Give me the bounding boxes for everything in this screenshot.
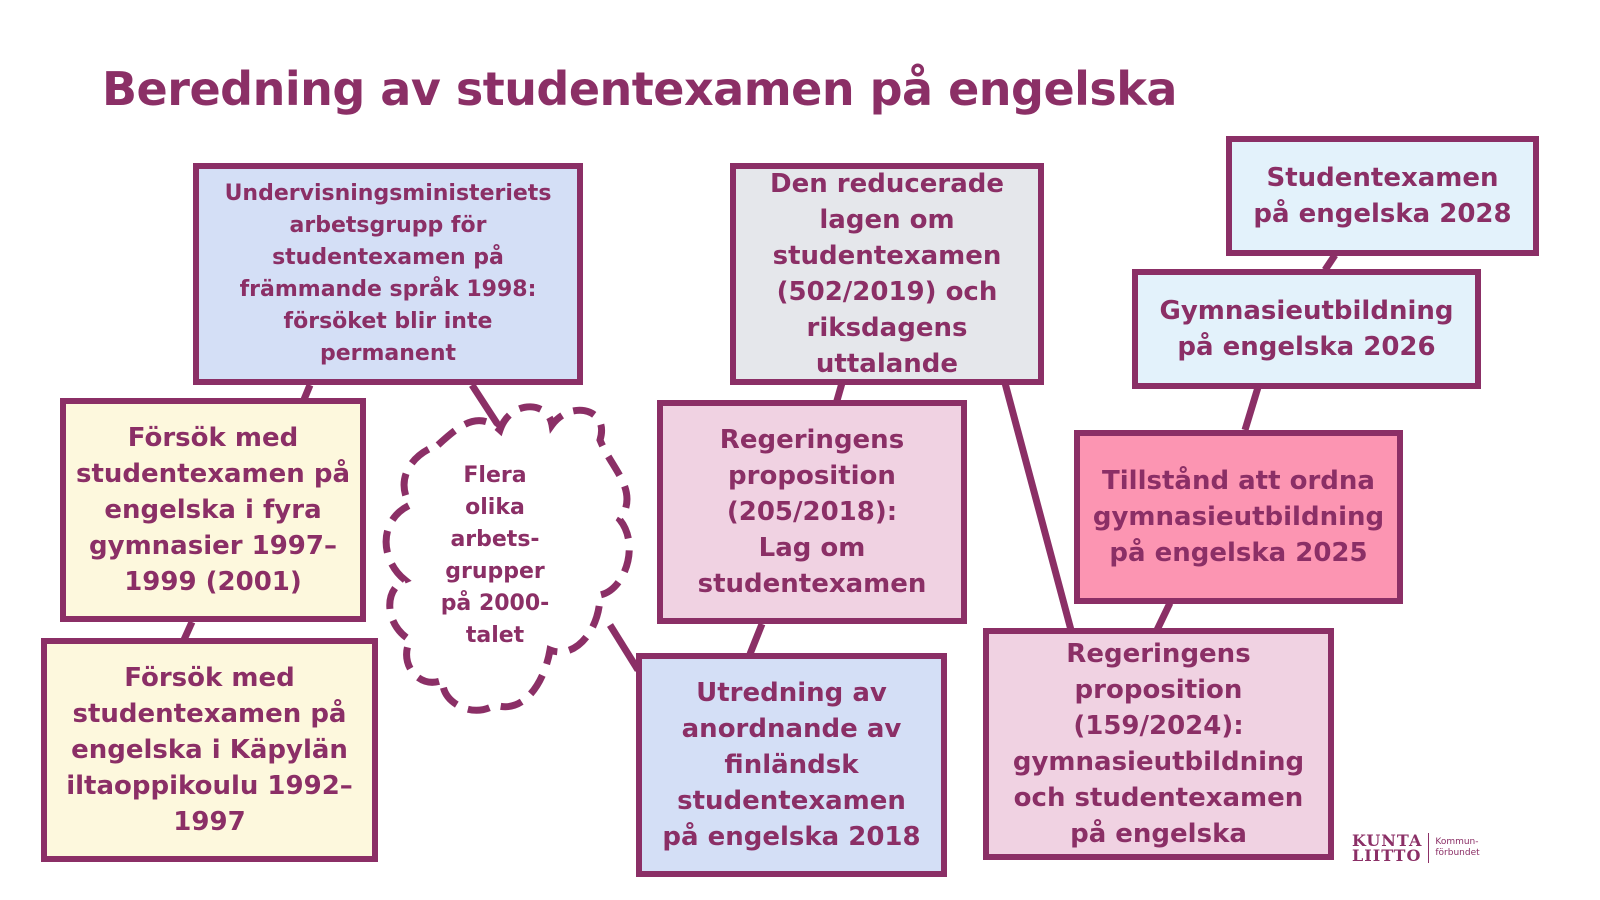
cloud-text: Flera olika arbets- grupper på 2000- talet xyxy=(440,463,550,648)
logo-divider xyxy=(1428,833,1429,863)
page-title: Beredning av studentexamen på engelska xyxy=(102,62,1177,116)
box-report-2018-text: Utredning av anordnande av finländsk studentexamen på engelska 2018 xyxy=(662,678,921,852)
box-ministry-working-group-1998-text: Undervisningsministeriets arbetsgrupp för studentexamen på främmande språk 1998: försöket blir inte permanent xyxy=(224,181,552,366)
box-ministry-working-group-1998 xyxy=(193,163,583,385)
logo-subtitle: Kommun- förbundet xyxy=(1435,837,1480,858)
box-proposition-2024-text: Regeringens proposition (159/2024): gymnasieutbildning och studentexamen på engelska xyxy=(1012,639,1305,849)
box-upper-secondary-2026 xyxy=(1132,269,1481,389)
box-proposition-2018-text: Regeringens proposition (205/2018): Lag om studentexamen xyxy=(697,425,927,599)
connector-permission-proposition2024 xyxy=(1157,603,1170,630)
box-upper-secondary-2026-text: Gymnasieutbildning på engelska 2026 xyxy=(1159,296,1454,362)
connector-cloud-report xyxy=(610,625,638,670)
box-trial-kapylan xyxy=(41,638,378,862)
box-proposition-2018 xyxy=(657,400,967,624)
connector-proposition2018-report xyxy=(750,624,762,654)
box-proposition-2024 xyxy=(983,628,1334,860)
box-permission-2025 xyxy=(1074,430,1403,604)
kuntaliitto-logo xyxy=(1352,830,1480,866)
box-trial-kapylan-text: Försök med studentexamen på engelska i Käpylän iltaoppikoulu 1992– 1997 xyxy=(66,663,353,837)
box-reduced-law xyxy=(730,163,1044,385)
box-trial-four-schools xyxy=(60,398,366,622)
connector-exam-upper-secondary xyxy=(1325,255,1335,270)
logo-wordmark: KUNTA LIITTO xyxy=(1352,831,1423,865)
box-trial-four-schools-text: Försök med studentexamen på engelska i fyra gymnasier 1997– 1999 (2001) xyxy=(76,423,350,597)
box-exam-2028 xyxy=(1226,136,1539,256)
connector-upper-secondary-permission xyxy=(1245,384,1259,430)
box-report-2018 xyxy=(636,653,947,877)
box-reduced-law-text: Den reducerade lagen om studentexamen (502/2019) och riksdagens uttalande xyxy=(769,169,1004,379)
box-permission-2025-text: Tillstånd att ordna gymnasieutbildning på engelska 2025 xyxy=(1092,466,1385,568)
connector-law-proposition2024 xyxy=(1005,383,1071,630)
box-exam-2028-text: Studentexamen på engelska 2028 xyxy=(1253,163,1512,229)
